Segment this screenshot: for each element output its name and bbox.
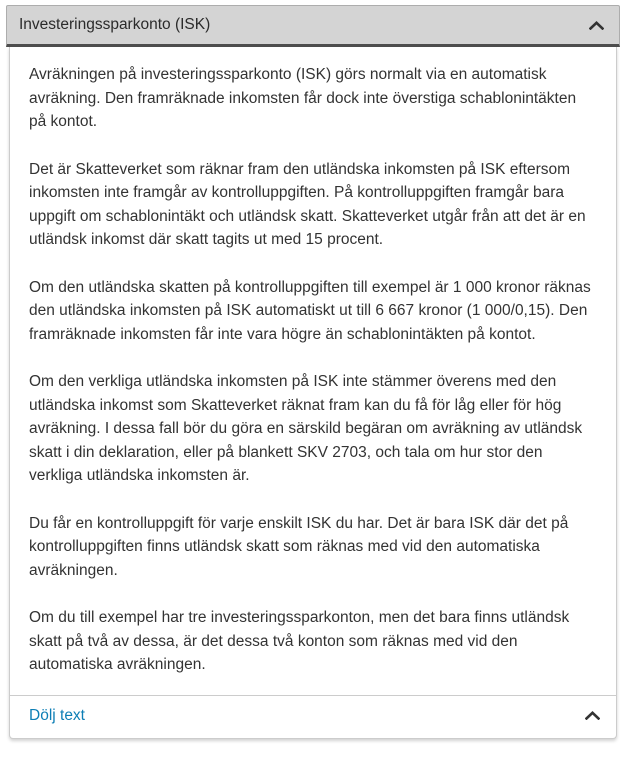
paragraph-5: Du får en kontrolluppgift för varje enskilt ISK du har. Det är bara ISK där det på kontrolluppgiften finns utländsk skatt som räknas med vid den automatiska avräkningen.	[29, 514, 569, 579]
chevron-up-icon[interactable]	[585, 711, 600, 720]
isk-accordion	[0, 5, 626, 739]
paragraph-1: Avräkningen på investeringssparkonto (ISK) görs normalt via en automatisk avräkning. Den framräknade inkomsten får dock inte överstiga schablonintäkten på kontot.	[29, 66, 577, 130]
chevron-up-icon	[589, 21, 604, 30]
accordion-footer	[10, 696, 616, 738]
accordion-body	[9, 47, 617, 739]
hide-text-link[interactable]: Dölj text	[29, 706, 85, 724]
accordion-header-button[interactable]	[6, 5, 620, 47]
paragraph-3: Om den utländska skatten på kontrolluppgiften till exempel är 1 000 kronor räknas den utländska inkomsten på ISK automatiskt ut till 6 667 kronor (1 000/0,15). Den framräknade inkomsten får inte vara högre än schablonintäkten på kontot.	[29, 278, 591, 343]
paragraph-4: Om den verkliga utländska inkomsten på ISK inte stämmer överens med den utländska inkomst som Skatteverket räknat fram kan du få för låg eller för hög avräkning. I dessa fall bör du göra en särskild begäran om avräkning av utländsk skatt i din deklaration, eller på blankett SKV 2703, och tala om hur stor den verkliga utländska inkomsten är.	[29, 373, 583, 484]
accordion-content	[10, 47, 616, 677]
paragraph-6: Om du till exempel har tre investeringssparkonton, men det bara finns utländsk skatt på två av dessa, är det dessa två konton som räknas med vid den automatiska avräkningen.	[29, 609, 570, 673]
paragraph-2: Det är Skatteverket som räknar fram den utländska inkomsten på ISK eftersom inkomsten inte framgår av kontrolluppgiften. På kontrolluppgiften framgår bara uppgift om schablonintäkt och utländsk skatt. Skatteverket utgår från att det är en utländsk inkomst där skatt tagits ut med 15 procent.	[29, 160, 586, 248]
accordion-title: Investeringssparkonto (ISK)	[19, 16, 211, 33]
